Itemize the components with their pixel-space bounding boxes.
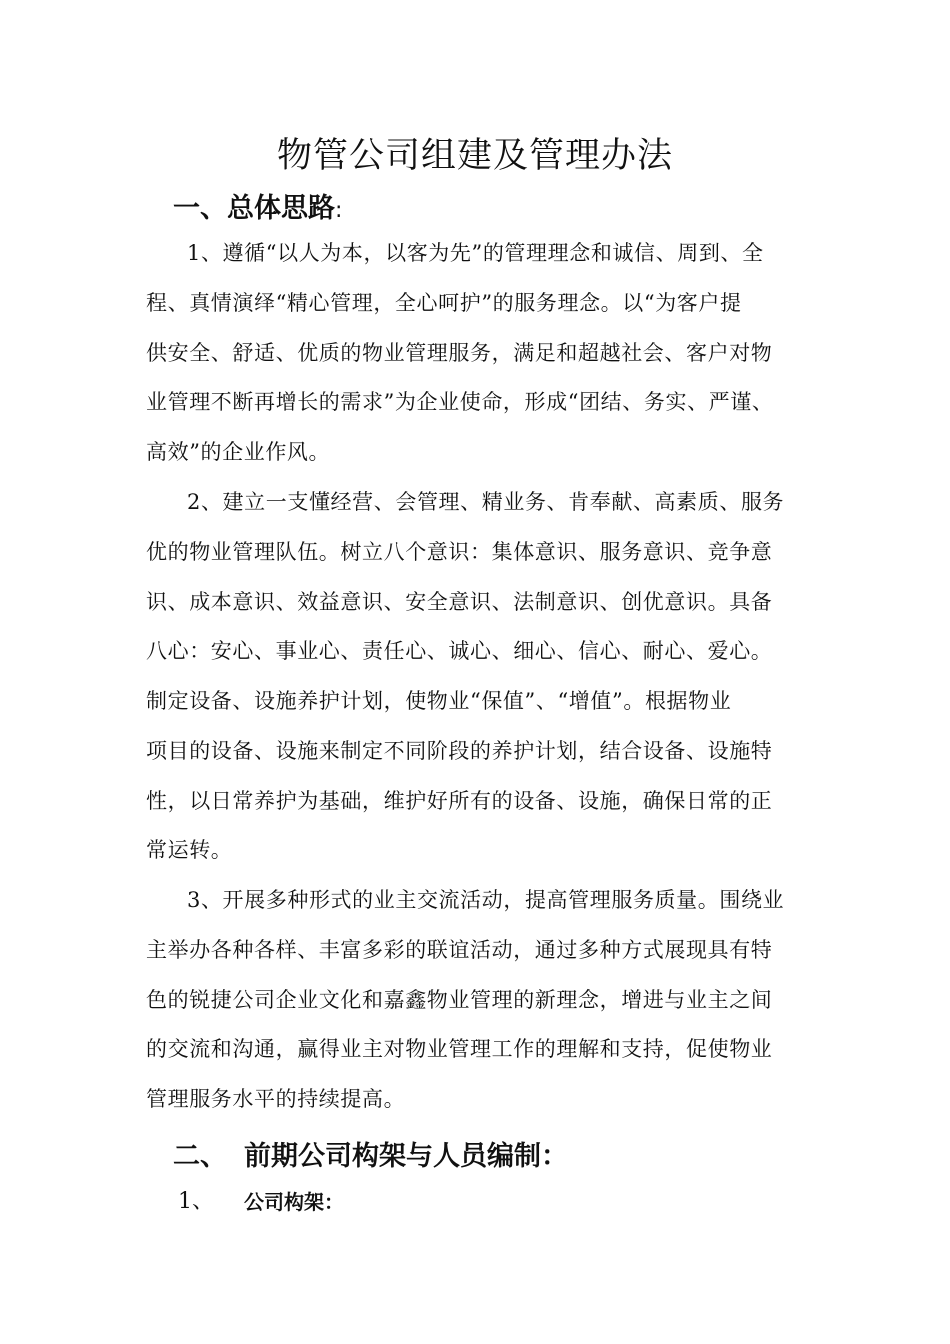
paragraph-3-line-2: 主举办各种各样、丰富多彩的联谊活动，通过多种方式展现具有特: [146, 938, 773, 962]
subsection-heading-1-number: 1、: [178, 1189, 214, 1214]
paragraph-1-line-3: 供安全、舒适、优质的物业管理服务，满足和超越社会、客户对物: [146, 341, 773, 365]
paragraph-3-line-5: 管理服务水平的持续提高。: [146, 1087, 406, 1111]
paragraph-2-line-8: 常运转。: [146, 838, 233, 862]
paragraph-2-line-4: 八心：安心、事业心、责任心、诚心、细心、信心、耐心、爱心。: [146, 639, 773, 663]
section-heading-2-number: 二、: [173, 1141, 227, 1172]
section-heading-1-colon: :: [335, 198, 343, 223]
document-title: 物管公司组建及管理办法: [276, 136, 673, 176]
section-heading-1-text: 一、总体思路: [173, 193, 335, 224]
subsection-heading-1: 公司构架：: [244, 1190, 344, 1214]
paragraph-2-line-2: 优的物业管理队伍。树立八个意识：集体意识、服务意识、竞争意: [146, 540, 773, 564]
paragraph-1-line-4: 业管理不断再增长的需求”为企业使命，形成“团结、务实、严谨、: [146, 390, 774, 414]
paragraph-1-line-2: 程、真情演绎“精心管理，全心呵护”的服务理念。以“为客户提: [146, 291, 742, 315]
paragraph-1-line-1: 1、遵循“以人为本，以客为先”的管理理念和诚信、周到、全: [187, 241, 764, 265]
paragraph-2-line-6: 项目的设备、设施来制定不同阶段的养护计划，结合设备、设施特: [146, 739, 773, 763]
paragraph-1-line-5: 高效”的企业作风。: [146, 440, 331, 464]
section-heading-1: [173, 186, 342, 225]
paragraph-2-line-3: 识、成本意识、效益意识、安全意识、法制意识、创优意识。具备: [146, 590, 773, 614]
paragraph-2-line-7: 性，以日常养护为基础，维护好所有的设备、设施，确保日常的正: [146, 789, 773, 813]
paragraph-3-line-4: 的交流和沟通，赢得业主对物业管理工作的理解和支持，促使物业: [146, 1037, 773, 1061]
paragraph-2-line-5: 制定设备、设施养护计划，使物业“保值”、“增值”。根据物业: [146, 689, 732, 713]
paragraph-3-line-3: 色的锐捷公司企业文化和嘉鑫物业管理的新理念，增进与业主之间: [146, 988, 773, 1012]
paragraph-2-line-1: 2、建立一支懂经营、会管理、精业务、肯奉献、高素质、服务: [187, 490, 785, 514]
section-heading-2: 前期公司构架与人员编制：: [244, 1141, 568, 1172]
paragraph-3-line-1: 3、开展多种形式的业主交流活动，提高管理服务质量。围绕业: [187, 888, 785, 912]
